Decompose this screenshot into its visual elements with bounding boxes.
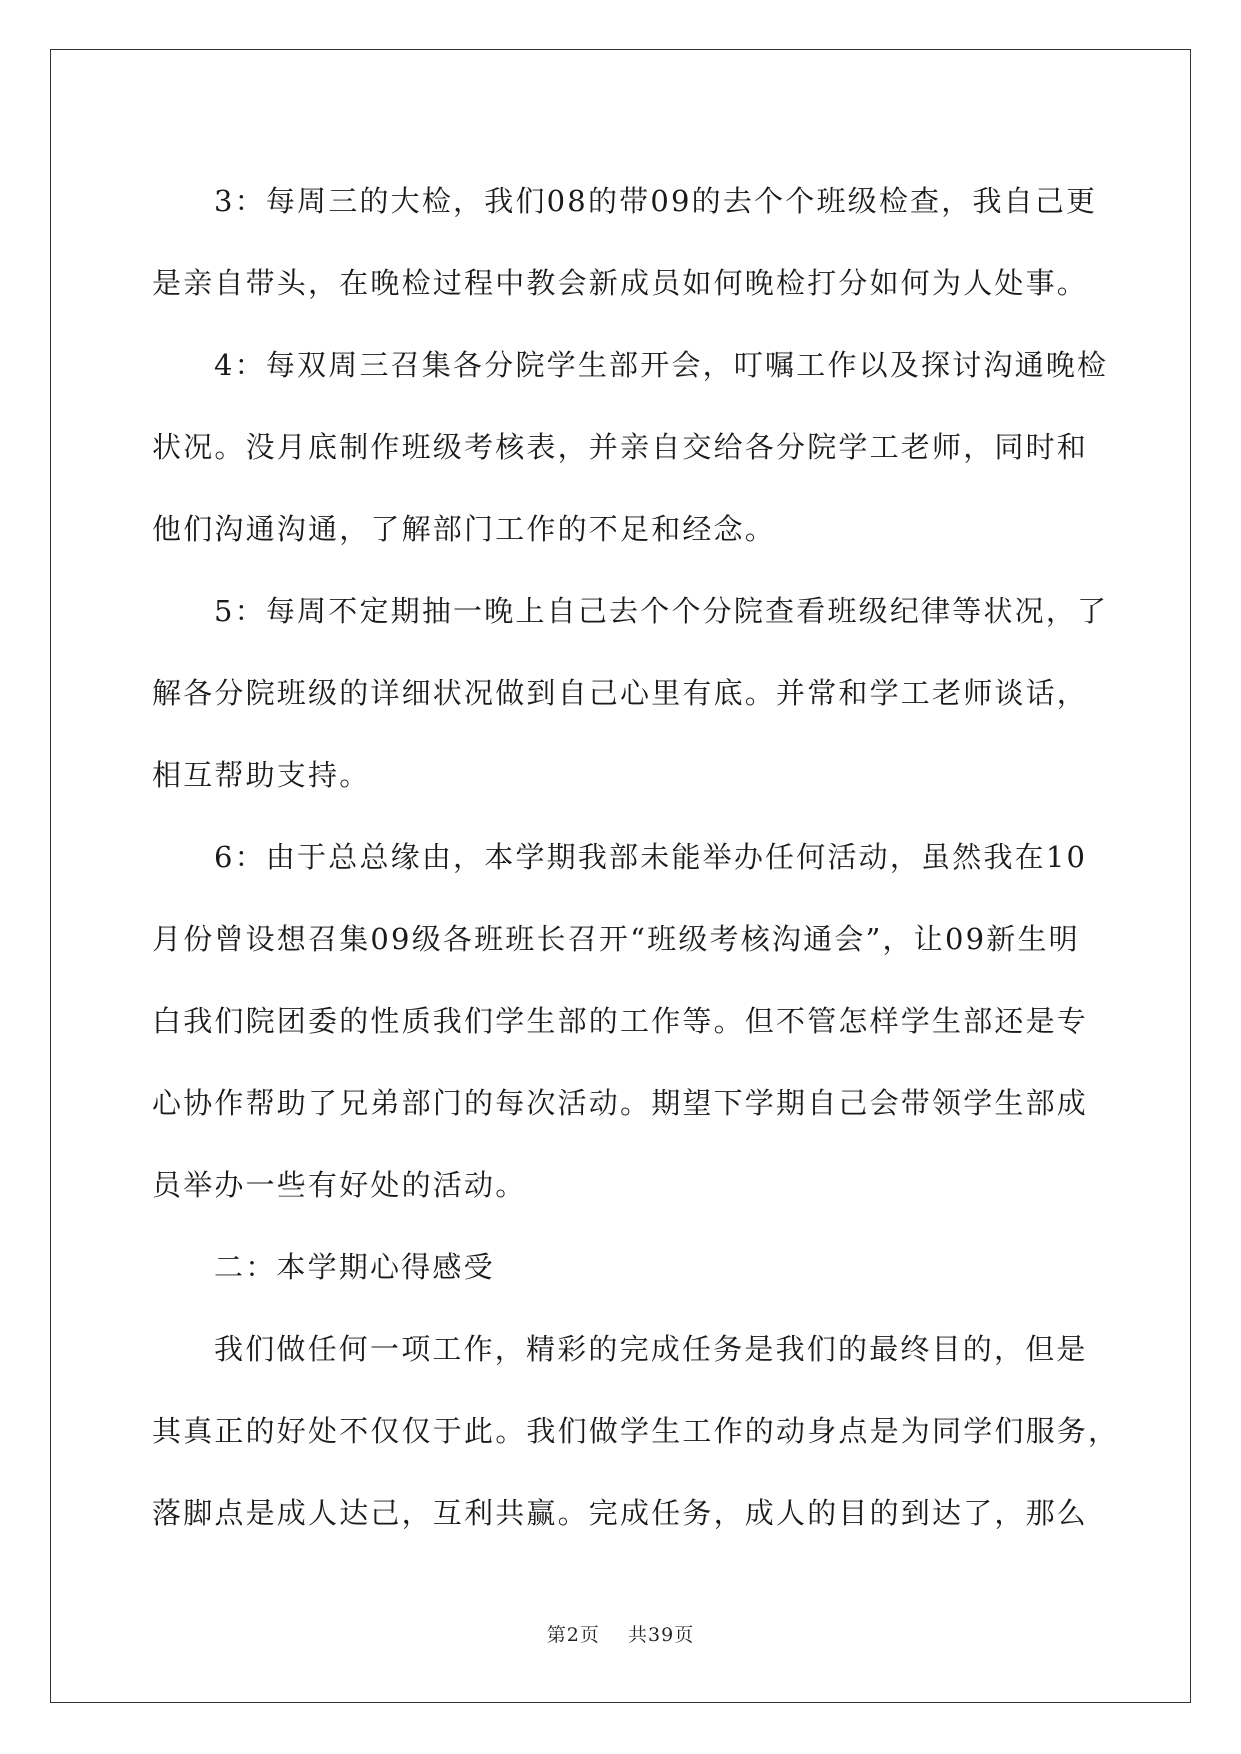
paragraph-reflection: [152, 1308, 1120, 1554]
text-line: 6：由于总总缘由，本学期我部未能举办任何活动，虽然我在10: [214, 840, 1088, 874]
text-line: 我们做任何一项工作，精彩的完成任务是我们的最终目的，但是: [214, 1332, 1088, 1366]
paragraph-item-6: [152, 816, 1092, 1226]
text-line: 他们沟通沟通，了解部门工作的不足和经念。: [152, 512, 777, 546]
document-body: [152, 160, 1120, 1554]
paragraph-item-5: [152, 570, 1109, 816]
text-line: 状况。没月底制作班级考核表，并亲自交给各分院学工老师，同时和: [152, 430, 1089, 464]
text-line: 白我们院团委的性质我们学生部的工作等。但不管怎样学生部还是专: [152, 1004, 1089, 1038]
text-line: 是亲自带头，在晚检过程中教会新成员如何晚检打分如何为人处事。: [152, 266, 1089, 300]
paragraph-item-3: [152, 160, 1098, 324]
text-line: 4：每双周三召集各分院学生部开会，叮嘱工作以及探讨沟通晚检: [214, 348, 1109, 382]
text-line: 5：每周不定期抽一晚上自己去个个分院查看班级纪律等状况，了: [214, 594, 1109, 628]
page-number: 第2页: [546, 1624, 600, 1646]
text-line: 落脚点是成人达己，互利共赢。完成任务，成人的目的到达了，那么: [152, 1496, 1089, 1530]
text-line: 二：本学期心得感受: [214, 1250, 495, 1284]
paragraph-item-4: [152, 324, 1109, 570]
text-line: 月份曾设想召集09级各班班长召开“班级考核沟通会”，让09新生明: [152, 922, 1080, 956]
text-line: 3：每周三的大检，我们08的带09的去个个班级检查，我自己更: [214, 184, 1098, 218]
page-footer: [0, 1620, 1241, 1647]
text-line: 相互帮助支持。: [152, 758, 371, 792]
text-line: 解各分院班级的详细状况做到自己心里有底。并常和学工老师谈话，: [152, 676, 1089, 710]
page-total: 共39页: [628, 1624, 695, 1646]
section-heading: [152, 1226, 1092, 1308]
text-line: 员举办一些有好处的活动。: [152, 1168, 527, 1202]
text-line: 其真正的好处不仅仅于此。我们做学生工作的动身点是为同学们服务，: [152, 1414, 1120, 1448]
text-line: 心协作帮助了兄弟部门的每次活动。期望下学期自己会带领学生部成: [152, 1086, 1089, 1120]
